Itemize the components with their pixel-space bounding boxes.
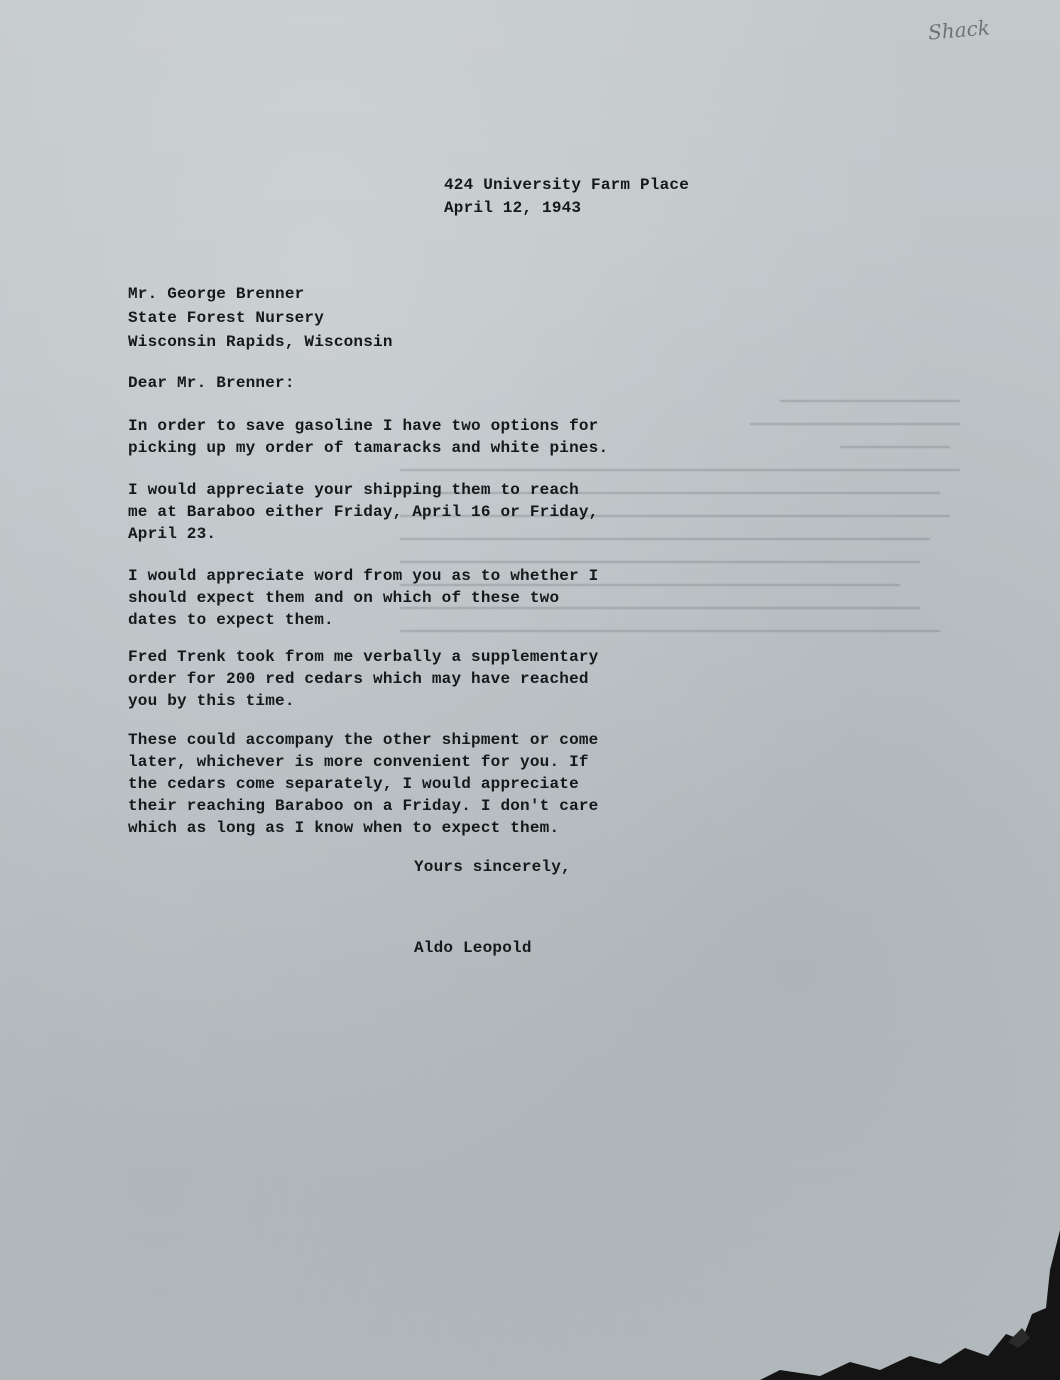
recipient-organization: State Forest Nursery xyxy=(128,309,325,327)
letter-date: April 12, 1943 xyxy=(444,199,582,217)
salutation: Dear Mr. Brenner: xyxy=(128,374,295,392)
body-paragraph-1: In order to save gasoline I have two options for picking up my order of tamaracks and white pines. xyxy=(128,417,609,457)
body-paragraph-3: I would appreciate word from you as to whether I should expect them and on which of these two dates to expect them. xyxy=(128,567,599,629)
recipient-city: Wisconsin Rapids, Wisconsin xyxy=(128,333,393,351)
recipient-name: Mr. George Brenner xyxy=(128,285,305,303)
closing: Yours sincerely, xyxy=(414,858,571,876)
body-paragraph-4: Fred Trenk took from me verbally a supplementary order for 200 red cedars which may have reached you by this time. xyxy=(128,648,599,710)
body-paragraph-2: I would appreciate your shipping them to reach me at Baraboo either Friday, April 16 or Friday, April 23. xyxy=(128,481,599,543)
body-paragraph-5: These could accompany the other shipment or come later, whichever is more convenient for you. If the cedars come separately, I would appreciate their reaching Baraboo on a Friday. I don't care which as long as I know when to expect them. xyxy=(128,731,599,837)
torn-corner-damage xyxy=(760,1230,1060,1380)
signature-name: Aldo Leopold xyxy=(414,939,532,957)
sender-street: 424 University Farm Place xyxy=(444,176,690,194)
handwritten-margin-note: Shack xyxy=(927,15,991,45)
